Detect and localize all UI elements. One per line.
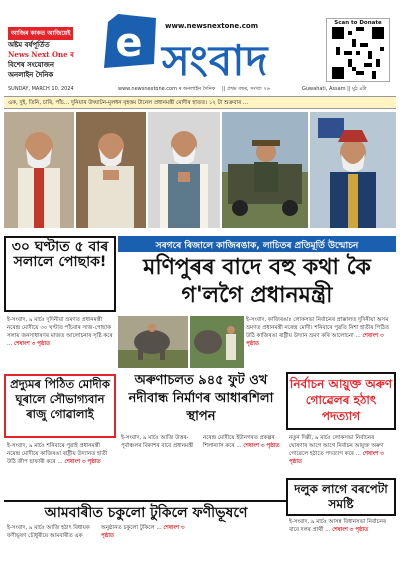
photo-elephant-ride: [118, 316, 188, 368]
main-story-body: [246, 316, 396, 348]
story-amguri: [4, 500, 288, 568]
story-text: নতুন দিল্লী, ৯ মাৰ্চঃ লোকসভা নিৰ্বাচনৰ ঘোষণাৰ আগে আগে নিৰ্বাচন আয়ুক্ত অৰুণ গোৱেলে হঠাতে পদত্যাগ কৰে ...: [289, 435, 384, 457]
story-headline[interactable]: ৩০ ঘণ্টাত ৫ বাৰ সলালে পোছাক!: [11, 239, 109, 270]
story-more-link[interactable]: শেষাংশ ৩ পৃষ্ঠাত: [332, 527, 369, 533]
donate-label: Scan to Donate: [334, 20, 382, 26]
main-story-more-link[interactable]: শেষাংশ ৩ পৃষ্ঠাত: [246, 333, 384, 347]
story-text: ই-সংবাদ, ৯ মাৰ্চঃ শনিবাৰে পুৱাই প্ৰধানমন্ত্ৰী নৰেন্দ্ৰ মোদীয়ে কাজিৰঙা ৰাষ্ট্ৰীয় উদ্যানত হাতী উঠি জীপ ছাফাৰী কৰে ...: [7, 443, 108, 465]
story-headline[interactable]: নিৰ্বাচন আয়ুক্ত অৰুণ গোৱেলৰ হঠাৎ পদত্যাগ: [289, 377, 393, 423]
location: Guwahati, Assam || মুঠ ৪টা: [302, 86, 367, 92]
site-url: www.newsnextone.com: [165, 22, 259, 30]
edition: || প্ৰথম বছৰ, সংখ্যা ৭৬: [222, 86, 270, 92]
photo-modi-3: [148, 112, 220, 228]
subhead-banner: সৰগৰে ৰিজালে কাজিৰঙাক, লাচিতৰ প্ৰতিমূৰ্তি উন্মোচন: [118, 236, 396, 252]
photo-modi-hat: [310, 112, 396, 228]
story-dress-change: [4, 236, 116, 312]
photo-modi-2: [76, 112, 146, 228]
story-election-body: [286, 432, 396, 476]
promo-line: বিশেষ সংযোজন: [8, 60, 55, 69]
paper-title: সংবাদ: [162, 36, 269, 85]
ticker: এক, দুই, তিনি, চাৰি, পাঁচ... দুনিয়াৰ উদ্ঘাটন-মূলধন বৃহত্তম টানেল প্ৰধানমন্ত্ৰী মোদীৰ হাতত। ১২ টা শুক্ৰবাৰ ...: [4, 96, 396, 109]
story-headline-text: প্ৰদ্যুমৰ পিঠিত মোদীক ঘূৰালে সৌভাগ্যবান ৰাজু গোৱালাই: [10, 377, 110, 421]
photo-elephant-feeding: [190, 316, 244, 368]
story-text: ই-সংবাদ, ৯ মাৰ্চঃ আজি হঠাৎ বিধায়ক ফণীভূষণ চৌধুৰীয়ে আমবাৰীত এক অনুষ্ঠানত চকুলো টুকিলে ...: [7, 525, 162, 539]
qr-code-icon: [332, 27, 384, 79]
story-headline[interactable]: দলুক লাগে বৰপেটা সমষ্টি: [286, 478, 396, 516]
story-more-link[interactable]: শেষাংশ ৩ পৃষ্ঠাত: [101, 525, 185, 539]
story-more-link[interactable]: শেষাংশ ৩ পৃষ্ঠাত: [289, 451, 384, 465]
main-headline[interactable]: মণিপুৰৰ বাদে বহু কথা কৈ গ'লগৈ প্ৰধানমন্ত্ৰী: [143, 255, 371, 308]
promo-line: অনলাইন দৈনিক: [8, 70, 54, 79]
story-more-link[interactable]: শেষাংশ ৩ পৃষ্ঠাত: [14, 341, 51, 347]
story-headline[interactable]: আমবাৰীত চকুলো টুকিলে ফণীভূষণে: [4, 500, 288, 522]
photo-jeep-safari: [222, 112, 308, 228]
story-text: ই-সংবাদ, ৯ মাৰ্চঃ আসন্ন বিধানসভা নিৰ্বাচনৰ বাবে দলৰ প্ৰাৰ্থী ...: [289, 519, 386, 533]
promo-box: [8, 20, 94, 80]
story-text: ই-সংবাদ, ৯ মাৰ্চঃ আজি উত্তৰ-পূৰ্বাঞ্চলৰ বিকাশৰ বাবে প্ৰধানমন্ত্ৰী নৰেন্দ্ৰ মোদীয়ে ইটানগৰত প্ৰকল্পৰ শিলান্যাস কৰে ...: [121, 435, 275, 449]
promo-line: অষ্টম বৰ্ষপূৰ্তিত: [8, 40, 50, 49]
masthead: [0, 0, 400, 85]
meta-site: www.newsnextone.com ৰ অনলাইন দৈনিক: [118, 86, 216, 92]
date: SUNDAY, MARCH 10, 2024: [8, 86, 74, 92]
story-headline[interactable]: [6, 376, 114, 422]
photo-modi-1: [4, 112, 74, 228]
story-headline[interactable]: অৰুণাচলত ৯৪৫ ফুট ওখ নদীবান্ধ নিৰ্মাণৰ আধাৰশিলা স্থাপন: [128, 373, 274, 424]
story-more-link[interactable]: শেষাংশ ৩ পৃষ্ঠাত: [64, 459, 101, 465]
story-arunachal-body: [118, 432, 284, 496]
svg-text:e: e: [115, 20, 143, 66]
story-dress-change-body: [4, 314, 116, 372]
story-text: ই-সংবাদ, ৯ মাৰ্চঃ দুদিনীয়া ভ্ৰমণত প্ৰধানমন্ত্ৰী নৰেন্দ্ৰ মোদীয়ে ৩০ ঘণ্টাত পাঁচবাৰ সাজ-পোছাক সলায় জনসাধাৰণৰ মাজত আলোচনাৰ সৃষ্টি কৰে ...: [7, 317, 113, 347]
story-elephant-raju: [4, 374, 116, 438]
story-arunachal-dam: [118, 372, 284, 430]
story-barpeta: [286, 478, 396, 536]
story-elephant-raju-body: [4, 440, 116, 496]
main-story-text: ই-সংবাদ, কাজিৰঙাঃ লোকসভা নিৰ্বাচনৰ প্ৰাক্কালত দুদিনীয়া অসম ভ্ৰমণত প্ৰধানমন্ত্ৰী নৰেন্দ্ৰ মোদী। শনিবাৰে পুৱতি নিশা হাতীৰ পিঠিত উঠি কাজিৰঙা ৰাষ্ট্ৰীয় উদ্যান ভ্ৰমণ কৰি আলোচনা ...: [246, 317, 390, 339]
promo-tag: আজিৰ কাকত আজিয়েই: [8, 27, 73, 40]
story-election-commissioner: [286, 372, 396, 430]
story-more-link[interactable]: শেষাংশ ৩ পৃষ্ঠাত: [243, 443, 280, 449]
e-logo-icon: [100, 12, 158, 70]
meta-line: [0, 84, 400, 94]
promo-line: News Next One ৰ: [8, 50, 74, 59]
donate-qr[interactable]: [326, 18, 390, 82]
